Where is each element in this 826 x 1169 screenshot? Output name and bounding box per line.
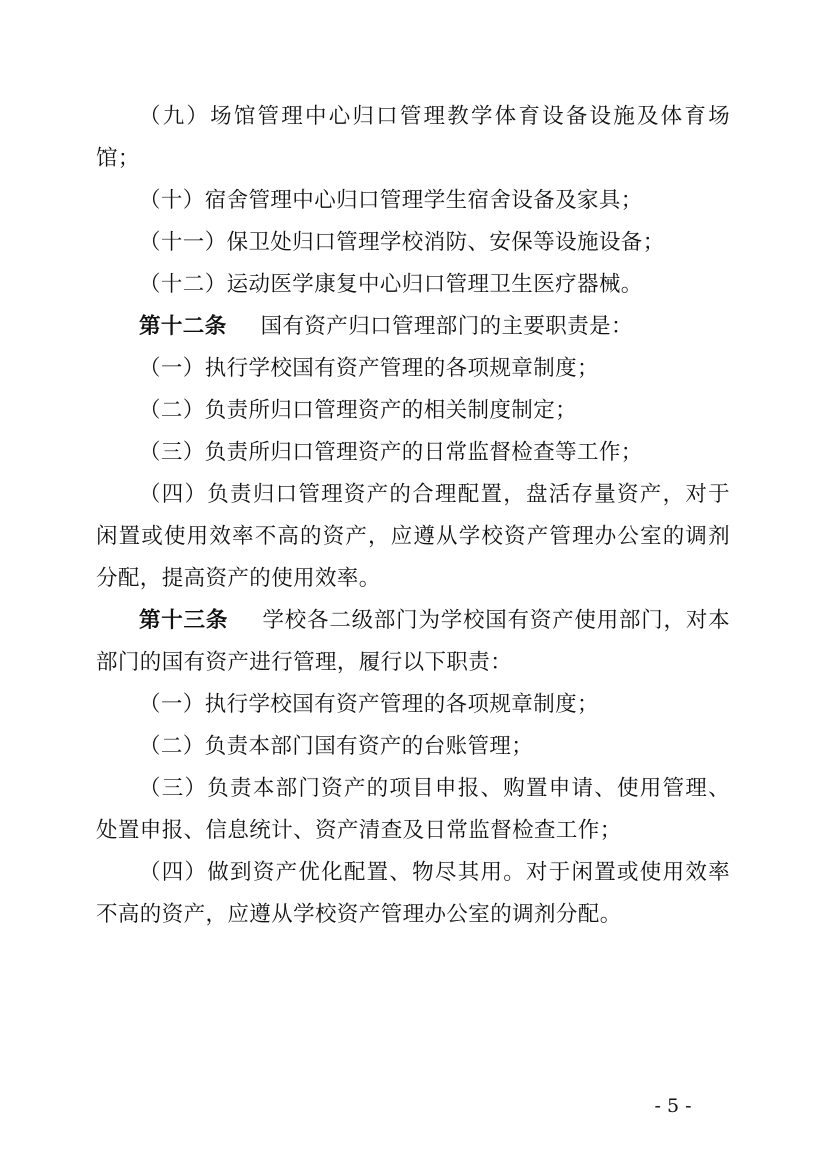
paragraph-text: （一）执行学校国有资产管理的各项规章制度； (139, 692, 599, 717)
paragraph-text: 国有资产归口管理部门的主要职责是： (260, 314, 633, 339)
paragraph (96, 222, 730, 264)
paragraph (96, 726, 730, 768)
paragraph (96, 768, 730, 852)
clause-paragraph (96, 600, 730, 684)
document-body (96, 96, 730, 936)
paragraph-text: （四）做到资产优化配置、物尽其用。对于闲置或使用效率不高的资产，应遵从学校资产管理办公室的调剂分配。 (96, 860, 730, 927)
paragraph-text: （九）场馆管理中心归口管理教学体育设备设施及体育场馆； (96, 104, 730, 171)
paragraph (96, 96, 730, 180)
paragraph (96, 432, 730, 474)
paragraph (96, 348, 730, 390)
paragraph (96, 390, 730, 432)
clause-heading: 第十三条 (139, 608, 229, 633)
paragraph-text: （十一）保卫处归口管理学校消防、安保等设施设备； (139, 230, 665, 255)
clause-heading: 第十二条 (139, 314, 227, 339)
paragraph-text: （一）执行学校国有资产管理的各项规章制度； (139, 356, 599, 381)
paragraph (96, 264, 730, 306)
paragraph (96, 684, 730, 726)
clause-paragraph (96, 306, 730, 348)
paragraph (96, 852, 730, 936)
paragraph-text: （三）负责所归口管理资产的日常监督检查等工作； (139, 440, 643, 465)
paragraph (96, 180, 730, 222)
paragraph-text: （四）负责归口管理资产的合理配置，盘活存量资产，对于闲置或使用效率不高的资产，应遵从学校资产管理办公室的调剂分配，提高资产的使用效率。 (96, 482, 730, 591)
paragraph-text: （二）负责本部门国有资产的台账管理； (139, 734, 534, 759)
paragraph-text: 学校各二级部门为学校国有资产使用部门，对本部门的国有资产进行管理，履行以下职责： (96, 608, 730, 675)
paragraph-text: （十）宿舍管理中心归口管理学生宿舍设备及家具； (139, 188, 643, 213)
paragraph-text: （二）负责所归口管理资产的相关制度制定； (139, 398, 578, 423)
paragraph-text: （三）负责本部门资产的项目申报、购置申请、使用管理、处置申报、信息统计、资产清查及日常监督检查工作； (96, 776, 730, 843)
page-number: - 5 - (654, 1095, 692, 1117)
paragraph-text: （十二）运动医学康复中心归口管理卫生医疗器械。 (139, 272, 643, 297)
paragraph (96, 474, 730, 600)
